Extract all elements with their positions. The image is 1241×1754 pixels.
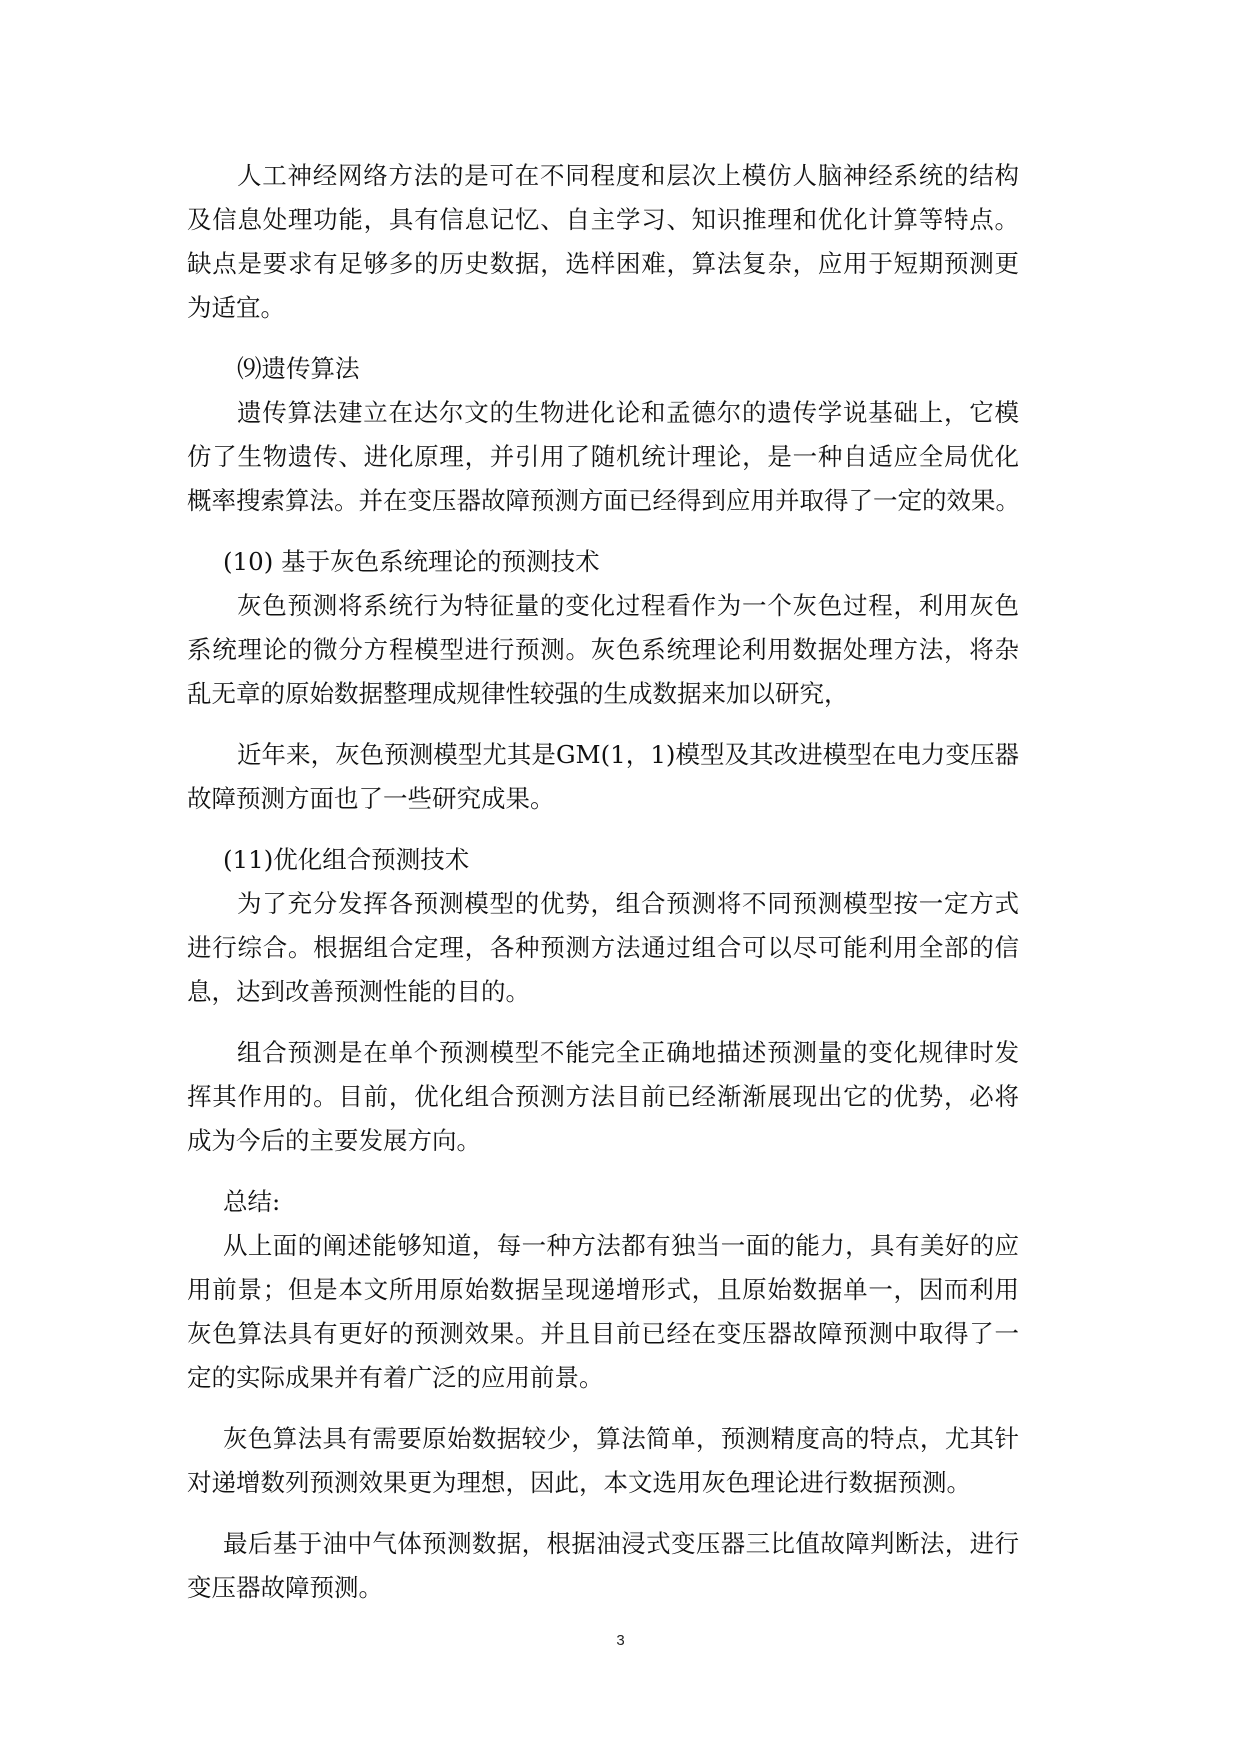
text-line: 灰色算法具有更好的预测效果。并且目前已经在变压器故障预测中取得了一 [187, 1319, 1019, 1348]
body-text [187, 154, 1019, 1610]
text-line: 人工神经网络方法的是可在不同程度和层次上模仿人脑神经系统的结构 [237, 161, 1019, 190]
text-line: 仿了生物遗传、进化原理，并引用了随机统计理论，是一种自适应全局优化 [187, 442, 1019, 471]
text-line: 灰色算法具有需要原始数据较少，算法简单，预测精度高的特点，尤其针 [223, 1424, 1019, 1453]
text-line: 系统理论的微分方程模型进行预测。灰色系统理论利用数据处理方法，将杂 [187, 635, 1019, 664]
text-line: 最后基于油中气体预测数据，根据油浸式变压器三比值故障判断法，进行 [223, 1529, 1019, 1558]
text-line: 为了充分发挥各预测模型的优势，组合预测将不同预测模型按一定方式 [237, 889, 1019, 918]
text-line: 变压器故障预测。 [187, 1573, 383, 1602]
text-line: 成为今后的主要发展方向。 [187, 1126, 481, 1155]
section-heading: (10) 基于灰色系统理论的预测技术 [223, 547, 600, 576]
text-line: 用前景；但是本文所用原始数据呈现递增形式，且原始数据单一，因而利用 [187, 1275, 1019, 1304]
text-line: 从上面的阐述能够知道，每一种方法都有独当一面的能力，具有美好的应 [223, 1231, 1019, 1260]
section-heading: 总结: [223, 1187, 281, 1216]
text-line: 息，达到改善预测性能的目的。 [187, 977, 530, 1006]
text-line: 挥其作用的。目前，优化组合预测方法目前已经渐渐展现出它的优势，必将 [187, 1082, 1019, 1111]
text-line: 缺点是要求有足够多的历史数据，选样困难，算法复杂，应用于短期预测更 [187, 249, 1019, 278]
text-line: 为适宜。 [187, 293, 285, 322]
text-line: 及信息处理功能，具有信息记忆、自主学习、知识推理和优化计算等特点。 [187, 205, 1019, 234]
section-heading: ⑼遗传算法 [237, 354, 360, 383]
page-number: 3 [616, 1632, 625, 1649]
text-line: 对递增数列预测效果更为理想，因此，本文选用灰色理论进行数据预测。 [187, 1468, 971, 1497]
text-line: 概率搜索算法。并在变压器故障预测方面已经得到应用并取得了一定的效果。 [187, 486, 1020, 515]
text-line: 遗传算法建立在达尔文的生物进化论和孟德尔的遗传学说基础上，它模 [237, 398, 1019, 427]
text-line: 乱无章的原始数据整理成规律性较强的生成数据来加以研究， [187, 679, 849, 708]
text-line: 定的实际成果并有着广泛的应用前景。 [187, 1363, 604, 1392]
text-line: 近年来，灰色预测模型尤其是GM(1，1)模型及其改进模型在电力变压器 [237, 740, 1019, 769]
text-line: 组合预测是在单个预测模型不能完全正确地描述预测量的变化规律时发 [237, 1038, 1019, 1067]
section-heading: (11)优化组合预测技术 [223, 845, 470, 874]
text-line: 灰色预测将系统行为特征量的变化过程看作为一个灰色过程，利用灰色 [237, 591, 1019, 620]
text-line: 故障预测方面也了一些研究成果。 [187, 784, 555, 813]
text-line: 进行综合。根据组合定理，各种预测方法通过组合可以尽可能利用全部的信 [187, 933, 1019, 962]
